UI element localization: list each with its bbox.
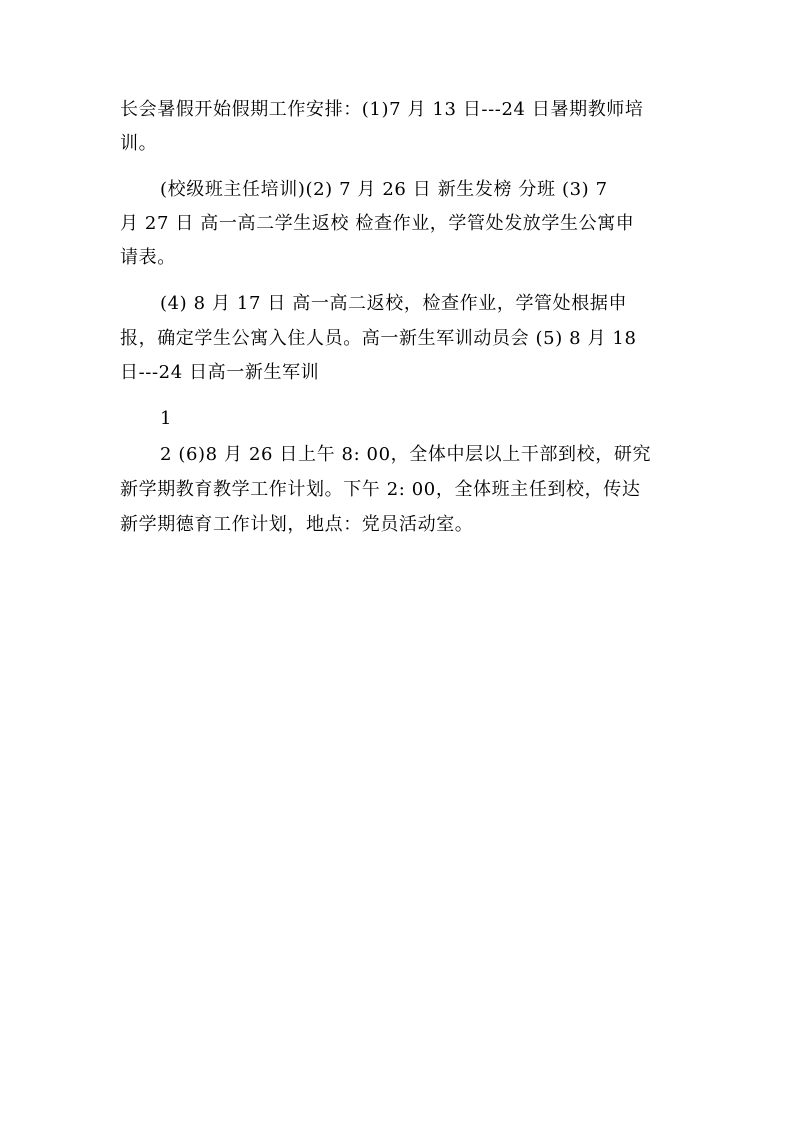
text-line: 新学期德育工作计划，地点：党员活动室。 [120, 514, 474, 535]
page-number-text: 1 [160, 408, 173, 429]
text-line: (4) 8 月 17 日 高一高二返校，检查作业，学管处根据申 [160, 293, 628, 314]
text-line: 2 (6)8 月 26 日上午 8: 00，全体中层以上干部到校，研究 [160, 444, 652, 465]
text-line: 月 27 日 高一高二学生返校 检查作业，学管处发放学生公寓申 [120, 213, 635, 234]
text-line: 训。 [120, 133, 158, 154]
text-line: 日---24 日高一新生军训 [120, 362, 320, 383]
text-line: 长会暑假开始假期工作安排：(1)7 月 13 日---24 日暑期教师培 [120, 99, 644, 120]
text-line: 报，确定学生公寓入住人员。高一新生军训动员会 (5) 8 月 18 [120, 328, 637, 349]
text-line: (校级班主任培训)(2) 7 月 26 日 新生发榜 分班 (3) 7 [160, 179, 608, 200]
text-line: 新学期教育教学工作计划。下午 2: 00，全体班主任到校，传达 [120, 479, 641, 500]
text-line: 请表。 [120, 247, 176, 268]
